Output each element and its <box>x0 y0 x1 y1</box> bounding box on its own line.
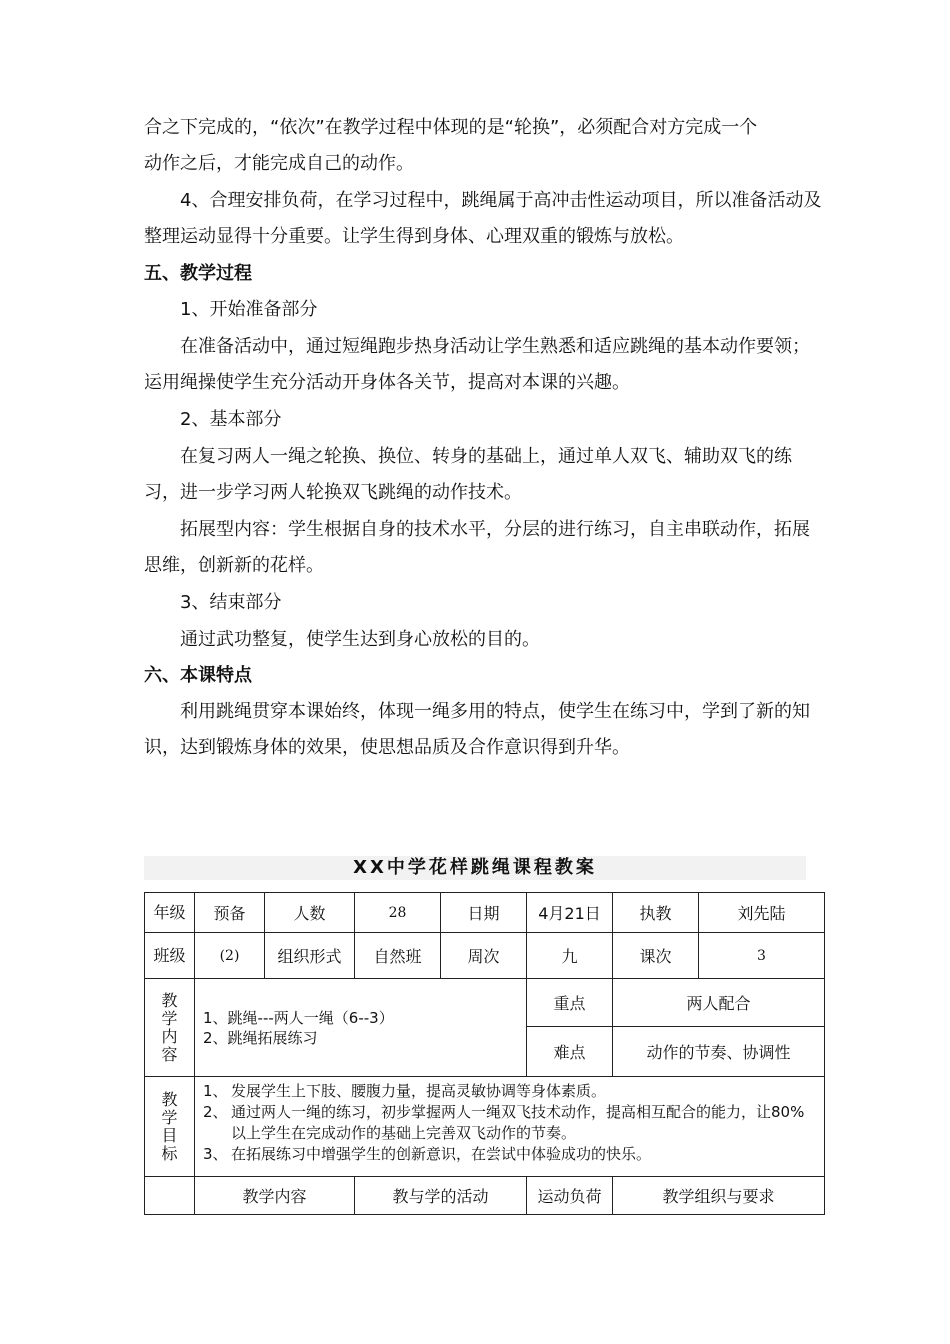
header-blank <box>145 1177 195 1215</box>
lesson-plan-title: XX中学花样跳绳课程教案 <box>144 856 806 880</box>
header-load: 运动负荷 <box>527 1177 613 1215</box>
header-content: 教学内容 <box>195 1177 355 1215</box>
teacher-label: 执教 <box>613 893 699 933</box>
section-5-2-title: 2、基本部分 <box>180 409 282 430</box>
count-value: 28 <box>355 893 441 933</box>
difficulty-label: 难点 <box>527 1027 613 1077</box>
section-5-3-title: 3、结束部分 <box>180 592 282 613</box>
org-value: 自然班 <box>355 933 441 979</box>
date-label: 日期 <box>441 893 527 933</box>
section-6-body: 利用跳绳贯穿本课始终，体现一绳多用的特点，使学生在练习中，学到了新的知识，达到锻炼身体的效果，使思想品质及合作意识得到升华。 <box>144 701 810 758</box>
lesson-value: 3 <box>699 933 825 979</box>
goal-item: 3、 在拓展练习中增强学生的创新意识，在尝试中体验成功的快乐。 <box>203 1145 652 1163</box>
content-items <box>195 979 527 1077</box>
lesson-plan-table <box>144 892 825 1215</box>
section-5-3-body: 通过武功整复，使学生达到身心放松的目的。 <box>180 629 540 650</box>
item-4-paragraph: 4、合理安排负荷，在学习过程中，跳绳属于高冲击性运动项目，所以准备活动及整理运动显得十分重要。让学生得到身体、心理双重的锻炼与放松。 <box>144 190 822 247</box>
key-point-label: 重点 <box>527 979 613 1027</box>
difficulty-value: 动作的节奏、协调性 <box>613 1027 825 1077</box>
para-line-2: 动作之后，才能完成自己的动作。 <box>144 153 414 174</box>
lesson-label: 课次 <box>613 933 699 979</box>
content-item-1: 1、跳绳---两人一绳（6--3） <box>203 1008 394 1027</box>
content-item-2: 2、跳绳拓展练习 <box>203 1028 318 1047</box>
header-activity: 教与学的活动 <box>355 1177 527 1215</box>
section-5-2-extension: 拓展型内容：学生根据自身的技术水平，分层的进行练习，自主串联动作，拓展思维，创新新的花样。 <box>144 519 810 576</box>
goal-item: 2、 通过两人一绳的练习，初步掌握两人一绳双飞技术动作，提高相互配合的能力，让80%以上学生在完成动作的基础上完善双飞动作的节奏。 <box>203 1103 805 1142</box>
teacher-value: 刘先陆 <box>699 893 825 933</box>
date-value: 4月21日 <box>527 893 613 933</box>
class-label: 班级 <box>145 933 195 979</box>
grade-label: 年级 <box>145 893 195 933</box>
content-label: 教学内容 <box>145 979 195 1077</box>
section-5-1-body: 在准备活动中，通过短绳跑步热身活动让学生熟悉和适应跳绳的基本动作要领；运用绳操使学生充分活动开身体各关节，提高对本课的兴趣。 <box>144 336 810 393</box>
section-5-2-body: 在复习两人一绳之轮换、换位、转身的基础上，通过单人双飞、辅助双飞的练习，进一步学习两人轮换双飞跳绳的动作技术。 <box>144 446 792 503</box>
count-label: 人数 <box>265 893 355 933</box>
grade-value: 预备 <box>195 893 265 933</box>
para-line-1: 合之下完成的，“依次”在教学过程中体现的是“轮换”，必须配合对方完成一个 <box>144 117 758 138</box>
week-label: 周次 <box>441 933 527 979</box>
week-value: 九 <box>527 933 613 979</box>
goal-item: 1、 发展学生上下肢、腰腹力量，提高灵敏协调等身体素质。 <box>203 1082 607 1100</box>
class-value: (2) <box>195 933 265 979</box>
key-point-value: 两人配合 <box>613 979 825 1027</box>
section-5-heading: 五、教学过程 <box>144 263 252 284</box>
section-6-heading: 六、本课特点 <box>144 665 252 686</box>
org-label: 组织形式 <box>265 933 355 979</box>
section-5-1-title: 1、开始准备部分 <box>180 299 318 320</box>
goals-list <box>195 1077 825 1177</box>
header-organization: 教学组织与要求 <box>613 1177 825 1215</box>
goals-label: 教学目标 <box>145 1077 195 1177</box>
